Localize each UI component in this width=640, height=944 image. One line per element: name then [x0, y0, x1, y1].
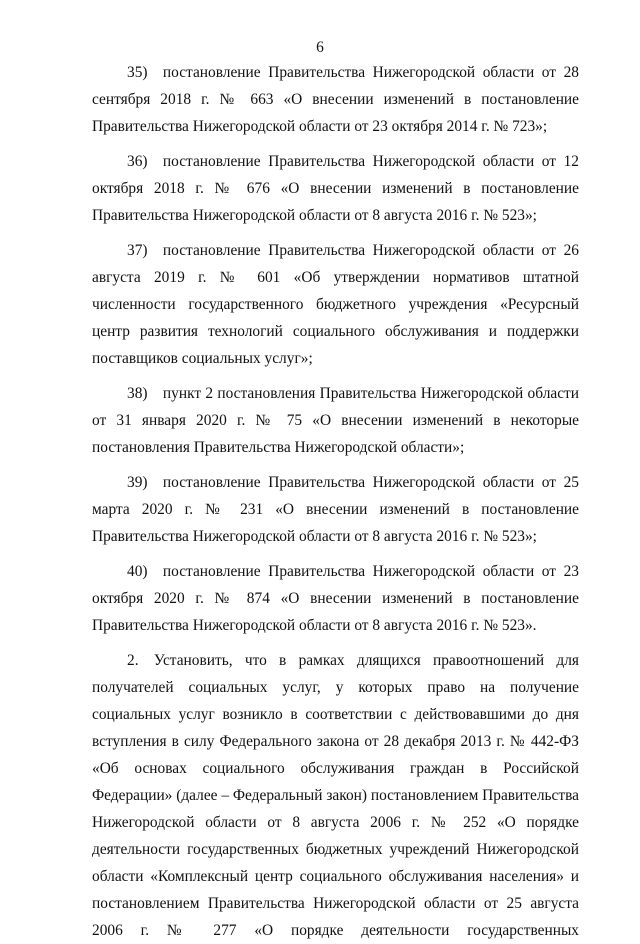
clause-2-paragraph: 2. Установить, что в рамках длящихся правоотношений для получателей социальных услуг, у которых право на получение социальных услуг возникло в соответствии с действовавшими до дня вступления в силу Федерального закона от 28 декабря 2013 г. № 442-ФЗ «Об основах социального обслуживания граждан в Российской Федерации» (далее – Федеральный закон) постановлением Правительства Нижегородской области от 8 августа 2006 г. № 252 «О порядке деятельности государственных бюджетных учреждений Нижегородской области «Комплексный центр социального обслуживания населения» и постановлением Правительства Нижегородской области от 25 августа 2006 г. № 277 «О порядке деятельности государственных	[92, 652, 580, 939]
page-number: 6	[316, 39, 324, 56]
list-item-36: 36) постановление Правительства Нижегородской области от 12 октября 2018 г. № 676 «О внесении изменений в постановление Правительства Нижегородской области от 8 августа 2016 г. № 523»;	[92, 153, 579, 224]
list-item-37: 37) постановление Правительства Нижегородской области от 26 августа 2019 г. № 601 «Об утверждении нормативов штатной численности государственного бюджетного учреждения «Ресурсный центр развития технологий социального обслуживания и поддержки поставщиков социальных услуг»;	[92, 242, 579, 367]
list-item-40: 40) постановление Правительства Нижегородской области от 23 октября 2020 г. № 874 «О внесении изменений в постановление Правительства Нижегородской области от 8 августа 2016 г. № 523».	[92, 563, 579, 634]
document-body	[92, 59, 579, 944]
list-item-35: 35) постановление Правительства Нижегородской области от 28 сентября 2018 г. № 663 «О внесении изменений в постановление Правительства Нижегородской области от 23 октября 2014 г. № 723»;	[92, 64, 579, 135]
list-item-38: 38) пункт 2 постановления Правительства Нижегородской области от 31 января 2020 г. № 75 «О внесении изменений в некоторые постановления Правительства Нижегородской области»;	[92, 385, 579, 456]
list-item-39: 39) постановление Правительства Нижегородской области от 25 марта 2020 г. № 231 «О внесении изменений в постановление Правительства Нижегородской области от 8 августа 2016 г. № 523»;	[92, 474, 579, 545]
